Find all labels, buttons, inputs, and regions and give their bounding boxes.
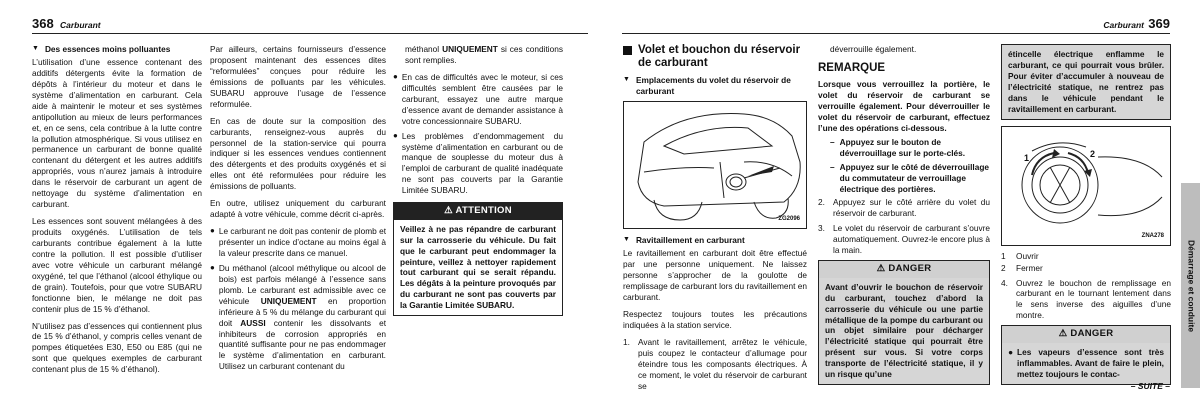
list-item: 3. Le volet du réservoir de carburant s’ouvre automatiquement. Ouvrez-le encore plus à la main. bbox=[818, 223, 990, 256]
triangle-bullet-icon: ▼ bbox=[623, 76, 630, 84]
left-page-number: 368 bbox=[32, 15, 54, 31]
triangle-bullet-icon: ▼ bbox=[32, 45, 39, 52]
right-page-header bbox=[622, 14, 1170, 34]
section-heading: ▼ Des essences moins polluantes bbox=[32, 44, 171, 54]
right-page-number: 369 bbox=[1148, 15, 1170, 31]
figure-code: ZG2096 bbox=[778, 216, 800, 223]
warning-icon: ⚠ bbox=[1058, 328, 1068, 340]
column-6 bbox=[1001, 44, 1171, 385]
legend-item: 1 Ouvrir bbox=[1001, 250, 1039, 261]
column-1 bbox=[32, 44, 202, 381]
column-5 bbox=[818, 44, 990, 385]
danger-box bbox=[818, 260, 990, 385]
paragraph: Les essences sont souvent mélangées à des produits oxygénés. L’utilisation de tels carburants contribue également à la lutte contre la pollution. Il est possible d’utiliser avec votre véhicule un carburant mélangé oxygéné, tel que l’éthanol (alcool éthylique ou de grain). Toutefois, pour que votre SUBARU fonctionne bien, le mélange ne doit pas contenir plus de 15 % d’éthanol. bbox=[32, 216, 202, 314]
attention-box bbox=[393, 202, 563, 316]
bullet-icon: ● bbox=[393, 71, 398, 81]
bullet-icon: ● bbox=[393, 130, 398, 140]
section-title: Volet et bouchon du réservoir de carburant bbox=[623, 44, 807, 70]
danger-box-2 bbox=[1001, 325, 1171, 384]
danger-text: ● Les vapeurs d’essence sont très inflammables. Avant de faire le plein, mettez toujours le contac- bbox=[1002, 343, 1170, 384]
list-item: ● Le carburant ne doit pas contenir de plomb et présenter un indice d’octane au moins égal à la valeur prescrite dans ce manuel. bbox=[210, 226, 386, 258]
paragraph: Respectez toujours toutes les précautions indiquées à la station service. bbox=[623, 308, 807, 330]
subsection-heading: ▼ Ravitaillement en carburant bbox=[623, 235, 745, 246]
paragraph: En cas de doute sur la composition des carburants, renseignez-vous auprès du personnel de la station-service qui pourra indiquer si les essences vendues contiennent des détergents et des produits oxygénés et si elles ont été reformulées pour réduire les émissions de polluants. bbox=[210, 115, 386, 192]
attention-text: Veillez à ne pas répandre de carburant sur la carrosserie du véhicule. Du fait que le carburant peut endommager la peinture, veillez à nettoyer rapidement tout carburant qui se serait répandu. Les dégâts à la peinture provoqués par du carburant ne sont pas couverts par la Garantie Limitée SUBARU. bbox=[400, 223, 556, 311]
fuel-cap-illustration bbox=[1002, 127, 1170, 245]
chapter-side-tab: Démarrage et conduite bbox=[1181, 183, 1200, 388]
warning-icon: ⚠ bbox=[444, 205, 453, 217]
remarque-heading: REMARQUE bbox=[818, 61, 886, 74]
square-bullet-icon bbox=[623, 46, 632, 55]
list-item: 1. Avant le ravitaillement, arrêtez le véhicule, puis coupez le contacteur d’allumage pour éteindre tous les composants électriques. À ce moment, le volet du réservoir de carburant se bbox=[623, 336, 807, 391]
legend-item: 2 Fermer bbox=[1001, 262, 1043, 273]
paragraph: L’utilisation d’une essence contenant des additifs détergents évite la formation de dépôts à l’intérieur du moteur et dans le système d’alimentation en carburant. Cela aide à maintenir le moteur et ses systèmes antipollution au mieux de leurs performances et, en ce sens, cela contribue à la lutte contre la pollution atmosphérique. Si vous utilisez en permanence un carburant de bonne qualité contenant du détergent et les autres additifs appropriés, vous n’aurez jamais à introduire dans le réservoir de carburant un agent de nettoyage du système d’alimentation en carburant. bbox=[32, 56, 202, 210]
bullet-icon: ● bbox=[1008, 346, 1014, 357]
figure-code: ZNA278 bbox=[1141, 232, 1164, 239]
list-item: ● En cas de difficultés avec le moteur, si ces difficultés semblent être causées par le carburant, essayez une autre marque d’essence avant de demander assistance à votre concessionnaire SUBARU. bbox=[393, 71, 563, 126]
list-item: – Appuyez sur le côté de déverrouillage du commutateur de verrouillage électrique des portières. bbox=[830, 161, 990, 194]
continued-marker: – SUITE – bbox=[1130, 381, 1170, 391]
column-3 bbox=[393, 44, 563, 316]
attention-header: ⚠ ATTENTION bbox=[394, 203, 562, 220]
paragraph: déverrouille également. bbox=[830, 44, 917, 54]
paragraph: En outre, utilisez uniquement du carburant adapté à votre véhicule, comme décrit ci-après. bbox=[210, 198, 386, 220]
paragraph: méthanol UNIQUEMENT si ces conditions sont remplies. bbox=[405, 44, 563, 65]
danger-header: ⚠ DANGER bbox=[819, 261, 989, 278]
figure-label: 2 bbox=[1090, 148, 1096, 159]
right-page-title: Carburant bbox=[1103, 19, 1144, 30]
car-rear-illustration bbox=[624, 102, 806, 228]
figure-fuel-door-location bbox=[623, 101, 807, 229]
column-2 bbox=[210, 44, 386, 376]
list-item: ● Les problèmes d’endommagement du système d’alimentation en carburant ou de manque de souplesse du moteur dus à l’emploi de carburant de qualité inadéquate ne sont pas couverts par la Garantie Limitée SUBARU. bbox=[393, 130, 563, 196]
bullet-icon: ● bbox=[210, 226, 215, 236]
list-item: 2. Appuyez sur le côté arrière du volet du réservoir de carburant. bbox=[818, 197, 990, 219]
subsection-heading: ▼ Emplacements du volet du réservoir de carburant bbox=[623, 75, 791, 97]
bullet-icon: ● bbox=[210, 262, 215, 272]
danger-text: Avant d’ouvrir le bouchon de réservoir du carburant, touchez d’abord la carrosserie du véhicule ou une partie métallique de la pompe du carburant ou un objet similaire pour décharger l’électricité statique qui pourrait être présent sur vous. Si votre corps transporte de l’électricité statique, il y un risque qu’une bbox=[819, 278, 989, 384]
column-4 bbox=[623, 44, 807, 396]
remarque-text: Lorsque vous verrouillez la portière, le volet du réservoir de carburant se verrouille également. Pour déverrouiller le volet du réservoir de carburant, effectuez l’une des opérations ci-dessous. bbox=[818, 79, 990, 133]
figure-fuel-cap bbox=[1001, 126, 1171, 246]
danger-continued-text: étincelle électrique enflamme le carburant, ce qui pourrait vous brûler. Pour éviter d’accumuler à nouveau de l’électricité statique, ne rentrez pas dans le véhicule pendant le ravitaillement en carburant. bbox=[1001, 44, 1171, 120]
figure-label: 1 bbox=[1024, 152, 1030, 163]
left-page-header bbox=[32, 14, 588, 34]
warning-icon: ⚠ bbox=[876, 263, 886, 275]
list-item: 4. Ouvrez le bouchon de remplissage en carburant en le tournant lentement dans le sens inverse des aiguilles d’une montre. bbox=[1001, 277, 1171, 321]
list-item: – Appuyez sur le bouton de déverrouillage sur le porte-clés. bbox=[830, 136, 966, 158]
list-item: ● Du méthanol (alcool méthylique ou alcool de bois) est parfois mélangé à l’essence sans plomb. Le carburant est admissible avec ce véhicule UNIQUEMENT en proportion inférieure à 5 % du mélange du carburant qui doit AUSSI contenir les dissolvants et inhibiteurs de corrosion appropriés en quantité suffisante pour ne pas endommager le système d’alimentation en carburant. Utilisez un carburant contenant du bbox=[210, 262, 386, 372]
left-page-title: Carburant bbox=[60, 19, 101, 30]
paragraph: Le ravitaillement en carburant doit être effectué par une personne uniquement. Ne laissez personne s’approcher de la goulotte de remplissage de carburant lors du ravitaillement en carburant. bbox=[623, 248, 807, 302]
danger-header: ⚠ DANGER bbox=[1002, 326, 1170, 343]
paragraph: N’utilisez pas d’essences qui contiennent plus de 15 % d’éthanol, y compris celles venant de pompes étiquetées E30, E50 ou E85 (qui ne sont que quelques exemples de carburant contenant plus de 15 % d’éthanol). bbox=[32, 320, 202, 375]
triangle-bullet-icon: ▼ bbox=[623, 236, 630, 244]
paragraph: Par ailleurs, certains fournisseurs d’essence proposent maintenant des essences dites “reformulées” conçues pour réduire les émissions de polluants par les véhicules. SUBARU approuve l’usage de l’essence reformulée. bbox=[210, 44, 386, 109]
